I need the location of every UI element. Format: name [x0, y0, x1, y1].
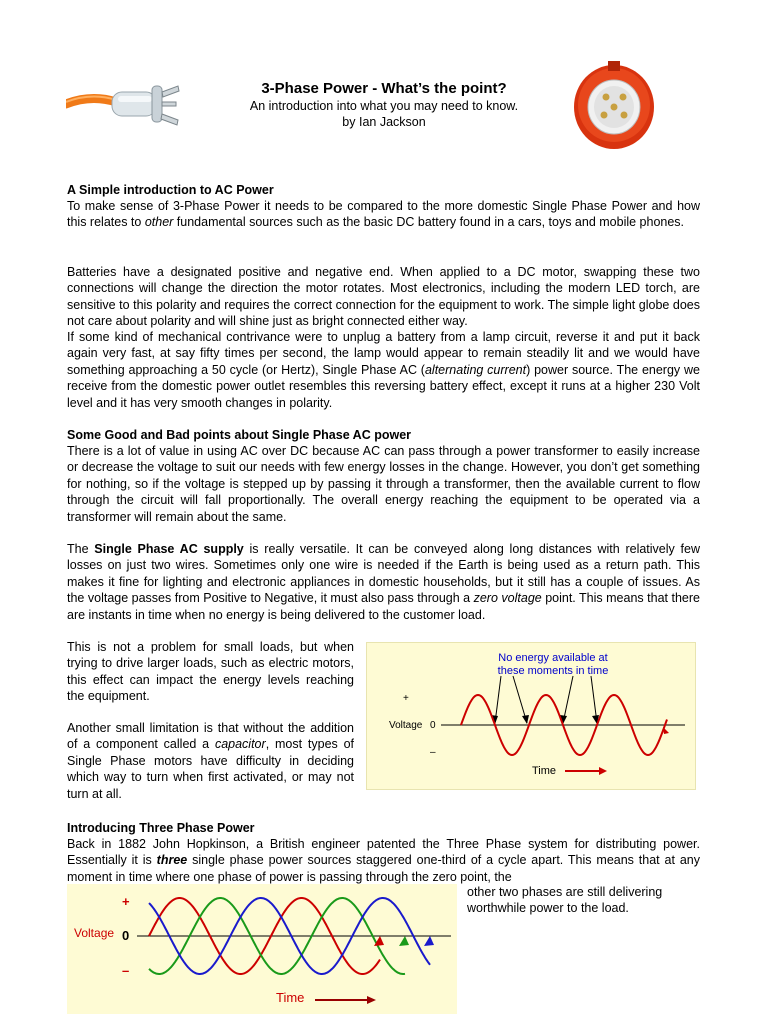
- annotation-line-2: these moments in time: [497, 665, 609, 677]
- author-byline: by Ian Jackson: [342, 115, 426, 129]
- paragraph-text: The: [67, 542, 95, 556]
- minus-label: –: [122, 963, 130, 978]
- page-title: 3-Phase Power - What’s the point?: [261, 80, 507, 97]
- annotation-line-1: No energy available at: [498, 652, 608, 664]
- single-phase-diagram: [367, 643, 695, 789]
- section-heading-three-phase: Introducing Three Phase Power: [67, 821, 255, 835]
- emphasis-text: zero voltage: [473, 591, 542, 606]
- paragraph-single-phase-supply: [67, 541, 700, 623]
- three-phase-figure: [67, 884, 457, 1014]
- three-phase-plug-image: [568, 55, 660, 153]
- minus-label: –: [430, 747, 436, 758]
- zero-label: 0: [430, 720, 436, 731]
- phase-3-arrowhead: [424, 936, 434, 946]
- paragraph-text: If some kind of mechanical contrivance were to unplug a battery from a lamp circuit, reverse it and put it back again very fast, at say fifty times per second, the lamp would appear to remain steadily lit and we would have something approaching a 50 cycle (or Hertz), Single Phase AC (: [67, 330, 700, 377]
- paragraph-text: Another small limitation is that without the addition of a component called a: [67, 721, 354, 752]
- emphasis-text: other: [144, 215, 174, 230]
- section-heading-ac-power: A Simple introduction to AC Power: [67, 183, 274, 197]
- time-arrowhead: [599, 767, 607, 775]
- strong-text: Single Phase AC supply: [94, 542, 244, 556]
- plus-label: +: [403, 693, 409, 704]
- section-heading-single-phase: Some Good and Bad points about Single Phase AC power: [67, 428, 412, 442]
- phase-2-arrowhead: [399, 936, 409, 946]
- paragraph-text: single phase power sources staggered one-third of a cycle apart. This means that at any moment in time where one phase of power is passing through the zero point, the: [67, 853, 700, 884]
- paragraph-small-loads: This is not a problem for small loads, but when trying to drive larger loads, such as electric motors, this effect can impact the energy levels reaching the equipment.: [67, 640, 354, 704]
- annotation-pointers: [495, 676, 597, 723]
- voltage-label: Voltage: [74, 926, 115, 940]
- voltage-label: Voltage: [389, 720, 423, 731]
- paragraph-intro: [67, 198, 700, 231]
- zero-label: 0: [122, 928, 130, 943]
- paragraph-text: ) power source. The energy we receive from the domestic power outlet resembles this reversing battery effect, except it runs at a higher 230 Volt level and it has very smooth changes in polarity.: [67, 362, 700, 410]
- paragraph-reversing-battery: [67, 329, 700, 411]
- plus-label: +: [122, 894, 130, 909]
- paragraph-text: To make sense of 3-Phase Power it needs to be compared to the more domestic Single Phase Power and how this relates to: [67, 199, 700, 230]
- paragraph-transformer: There is a lot of value in using AC over DC because AC can pass through a power transformer to easily increase or decrease the voltage to suit our needs with few energy losses in the change. However, you don’t get something for nothing, so if the voltage is stepped up by passing it through a transformer, then the available current to flow through the circuit will fall proportionally. The overall energy reaching the equipment to be operated via a transformer will remain about the same.: [67, 444, 700, 524]
- strong-text: three: [156, 853, 188, 868]
- emphasis-text: capacitor: [214, 737, 266, 752]
- paragraph-two-phases: other two phases are still delivering worthwhile power to the load.: [467, 885, 663, 916]
- single-phase-figure: [366, 642, 696, 790]
- paragraph-text: point. This means that there are instants in time when no energy is being delivered to the customer load.: [67, 591, 700, 622]
- annotation-arrowheads: [491, 715, 599, 724]
- three-phase-diagram: [67, 884, 457, 1014]
- wave-arrowhead: [663, 727, 669, 734]
- paragraph-text: Back in 1882 John Hopkinson, a British engineer patented the Three Phase system for distributing power. Essentially it is: [67, 837, 700, 868]
- paragraph-text: , most types of Single Phase motors have difficulty in deciding which way to turn when first activated, or may not turn at all.: [67, 737, 355, 801]
- paragraph-hopkinson: [67, 836, 700, 885]
- emphasis-text: alternating current: [424, 362, 527, 377]
- document-header: [200, 80, 568, 130]
- single-phase-plug-image: [66, 58, 186, 148]
- paragraph-batteries: Batteries have a designated positive and negative end. When applied to a DC motor, swapping these two connections will change the direction the motor rotates. Most electronics, including the modern LED torch, are sensitive to this polarity and requires the correct connection for the equipment to work. The simple light globe does not care about polarity and will shine just as bright connected either way.: [67, 265, 700, 329]
- paragraph-capacitor: [67, 720, 354, 802]
- time-label: Time: [276, 990, 305, 1005]
- time-arrowhead: [367, 996, 376, 1004]
- paragraph-text: fundamental sources such as the basic DC battery found in a cars, toys and mobile phones.: [173, 215, 685, 230]
- page-subtitle: An introduction into what you may need to know.: [249, 99, 519, 113]
- paragraph-text: is really versatile. It can be conveyed along long distances with relatively few losses on just two wires. Sometimes only one wire is needed if the Earth is being used as a return path. This makes it fine for lighting and electronic appliances in domestic households, but it still has a couple of issues. As the voltage passes from Positive to Negative, it must also pass through a: [67, 542, 700, 606]
- time-label: Time: [532, 765, 557, 777]
